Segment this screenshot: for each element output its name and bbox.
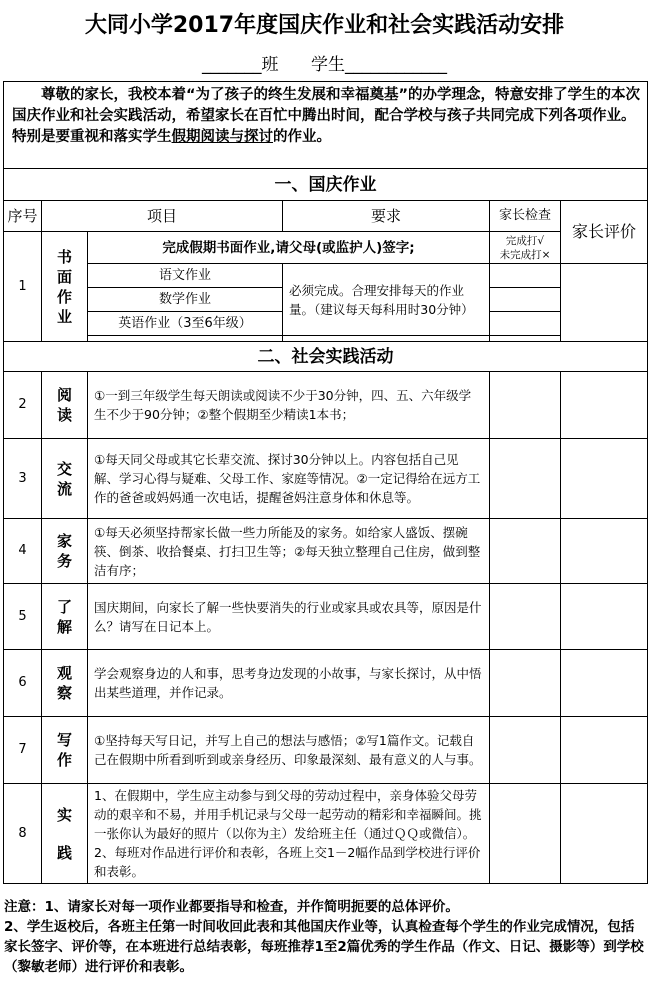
note-line: 注意：1、请家长对每一项作业都要指导和检查，并作简明扼要的总体评价。 bbox=[4, 899, 459, 915]
category-char: 作 bbox=[56, 287, 72, 306]
section-title-homework: 一、国庆作业 bbox=[4, 169, 648, 201]
row-index: 6 bbox=[4, 650, 42, 717]
check-cell[interactable] bbox=[490, 264, 561, 288]
intro-text-end: 的作业。 bbox=[273, 129, 331, 145]
eval-cell[interactable] bbox=[561, 264, 648, 342]
section-title-activities: 二、社会实践活动 bbox=[4, 342, 648, 372]
category-char: 解 bbox=[56, 617, 72, 636]
check-cell[interactable] bbox=[490, 519, 561, 584]
check-cell[interactable] bbox=[490, 584, 561, 650]
activity-category bbox=[42, 717, 88, 784]
category-char: 家 bbox=[56, 532, 72, 550]
eval-cell[interactable] bbox=[561, 439, 648, 519]
category-char: 践 bbox=[56, 843, 72, 862]
activity-desc: ①坚持每天写日记，并写上自己的想法与感悟；②写1篇作文。记载自己在假期中所看到听到或亲身经历、印象最深刻、最有意义的人与事。 bbox=[88, 717, 490, 784]
category-char: 书 bbox=[56, 247, 72, 266]
eval-cell[interactable] bbox=[561, 584, 648, 650]
homework-requirement: 必须完成。合理安排每天的作业量。（建议每天每科用时30分钟） bbox=[283, 264, 490, 336]
eval-cell[interactable] bbox=[561, 784, 648, 884]
activity-category bbox=[42, 584, 88, 650]
eval-cell[interactable] bbox=[561, 650, 648, 717]
activity-table bbox=[3, 81, 648, 884]
check-cell[interactable] bbox=[490, 372, 561, 439]
activity-desc: 学会观察身边的人和事，思考身边发现的小故事，与家长探讨，从中悟出某些道理，并作记录。 bbox=[88, 650, 490, 717]
subject-english: 英语作业（3至6年级） bbox=[88, 312, 283, 336]
row-index: 3 bbox=[4, 439, 42, 519]
category-char: 实 bbox=[56, 805, 72, 824]
activity-desc: ①一到三年级学生每天朗读或阅读不少于30分钟，四、五、六年级学生不少于90分钟；②整个假期至少精读1本书； bbox=[88, 372, 490, 439]
activity-category bbox=[42, 372, 88, 439]
activity-desc: 1、在假期中，学生应主动参与到父母的劳动过程中，亲身体验父母劳动的艰辛和不易，并用手机记录与父母一起劳动的精彩和幸福瞬间。挑一张你认为最好的照片（以你为主）发给班主任（通过ＱＱ或微信）。2、每班对作品进行评价和表彰，各班上交1－2幅作品到学校进行评价和表彰。 bbox=[88, 784, 490, 884]
header-index: 序号 bbox=[4, 201, 42, 232]
header-parent-eval: 家长评价 bbox=[561, 201, 648, 264]
activity-desc: 国庆期间，向家长了解一些快要消失的行业或家具或农具等，原因是什么？请写在日记本上。 bbox=[88, 584, 490, 650]
check-cell[interactable] bbox=[490, 288, 561, 312]
header-requirement: 要求 bbox=[283, 201, 490, 232]
activity-category bbox=[42, 650, 88, 717]
check-legend bbox=[490, 232, 561, 264]
row-index: 7 bbox=[4, 717, 42, 784]
eval-cell[interactable] bbox=[561, 519, 648, 584]
check-cell[interactable] bbox=[490, 439, 561, 519]
category-char: 写 bbox=[56, 731, 72, 749]
activity-category bbox=[42, 519, 88, 584]
activity-desc: ①每天同父母或其它长辈交流、探讨30分钟以上。内容包括自己见解、学习心得与疑难、父母工作、家庭等情况。②一定记得给在远方工作的爸爸或妈妈通一次电话，提醒爸妈注意身体和休息等。 bbox=[88, 439, 490, 519]
intro-text: 尊敬的家长，我校本着“为了孩子的终生发展和幸福奠基”的办学理念，特意安排了学生的本次国庆作业和社会实践活动，希望家长在百忙中腾出时间，配合学校与孩子共同完成下列各项作业。特别是要重视和落实学生 bbox=[12, 87, 641, 145]
category-char: 务 bbox=[56, 552, 72, 570]
category-char: 业 bbox=[56, 307, 72, 326]
row-index: 5 bbox=[4, 584, 42, 650]
check-legend-done: 完成打√ bbox=[505, 234, 545, 247]
eval-cell[interactable] bbox=[561, 717, 648, 784]
row-index: 2 bbox=[4, 372, 42, 439]
category-char: 交 bbox=[56, 459, 72, 478]
homework-category bbox=[42, 232, 88, 342]
category-char: 了 bbox=[56, 597, 72, 616]
category-char: 面 bbox=[56, 267, 72, 286]
eval-cell[interactable] bbox=[561, 372, 648, 439]
check-cell[interactable] bbox=[490, 717, 561, 784]
check-cell[interactable] bbox=[490, 312, 561, 336]
check-cell[interactable] bbox=[490, 784, 561, 884]
notes bbox=[4, 897, 644, 977]
intro-highlight: 假期阅读与探讨 bbox=[171, 129, 273, 145]
category-char: 作 bbox=[56, 751, 72, 769]
activity-category bbox=[42, 439, 88, 519]
activity-category bbox=[42, 784, 88, 884]
category-char: 察 bbox=[56, 684, 72, 702]
intro-paragraph bbox=[4, 82, 648, 169]
subject-math: 数学作业 bbox=[88, 288, 283, 312]
row-index: 1 bbox=[4, 232, 42, 342]
page-title: 大同小学2017年度国庆作业和社会实践活动安排 bbox=[84, 13, 565, 38]
header-parent-check: 家长检查 bbox=[490, 201, 561, 232]
row-index: 4 bbox=[4, 519, 42, 584]
category-char: 流 bbox=[56, 479, 72, 498]
class-student-line: _______班 学生____________ bbox=[202, 55, 447, 75]
subject-chinese: 语文作业 bbox=[88, 264, 283, 288]
check-cell[interactable] bbox=[490, 650, 561, 717]
header-item: 项目 bbox=[42, 201, 283, 232]
category-char: 阅 bbox=[56, 386, 72, 404]
category-char: 读 bbox=[56, 406, 72, 424]
note-line: 2、学生返校后，各班主任第一时间收回此表和其他国庆作业等，认真检查每个学生的作业完成情况，包括家长签字、评价等，在本班进行总结表彰，每班推荐1至2篇优秀的学生作品（作文、日记、摄影等）到学校（黎敏老师）进行评价和表彰。 bbox=[4, 919, 644, 975]
category-char: 观 bbox=[56, 664, 72, 682]
signature-requirement: 完成假期书面作业,请父母(或监护人)签字; bbox=[88, 232, 490, 264]
activity-desc: ①每天必须坚持帮家长做一些力所能及的家务。如给家人盛饭、摆碗筷、倒茶、收拾餐桌、打扫卫生等；②每天独立整理自己住房，做到整洁有序； bbox=[88, 519, 490, 584]
check-legend-undone: 未完成打× bbox=[499, 248, 551, 261]
row-index: 8 bbox=[4, 784, 42, 884]
